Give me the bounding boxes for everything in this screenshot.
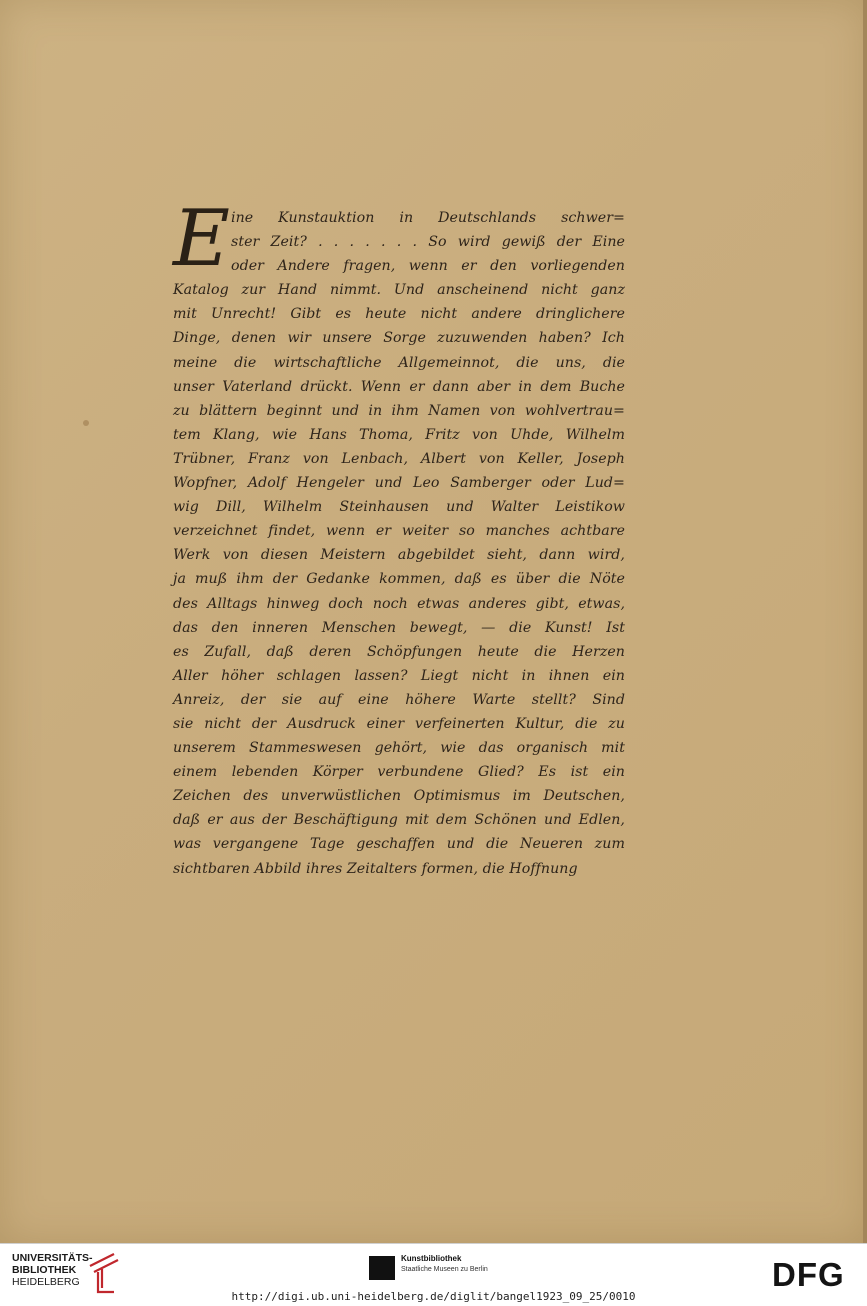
text-line: wig Dill, Wilhelm Steinhausen und Walter Leistikow [173, 499, 625, 516]
text-line: ine Kunstauktion in Deutschlands schwer= [231, 210, 625, 226]
text-line: Zeichen des unverwüstlichen Optimismus im Deutschen, [173, 788, 625, 805]
text-line: Dinge, denen wir unsere Sorge zuzuwenden haben? Ich [173, 330, 625, 347]
ub-logo-line-1: UNIVERSITÄTS- [12, 1252, 93, 1264]
ub-logo-line-3: HEIDELBERG [12, 1276, 80, 1288]
kunstbibliothek-title: Kunstbibliothek [401, 1254, 462, 1263]
text-line: zu blättern beginnt und in ihm Namen von wohlvertrau= [173, 402, 625, 419]
text-line: ja muß ihm der Gedanke kommen, daß es über die Nöte [173, 571, 625, 588]
text-line: Wopfner, Adolf Hengeler und Leo Samberger oder Lud= [173, 475, 625, 492]
text-line: ster Zeit? . . . . . . . So wird gewiß der Eine [231, 234, 625, 251]
text-line: Katalog zur Hand nimmt. Und anscheinend nicht ganz [173, 282, 625, 299]
text-line: sie nicht der Ausdruck einer verfeinerten Kultur, die zu [173, 715, 625, 732]
text-line: es Zufall, daß deren Schöpfungen heute die Herzen [173, 643, 625, 660]
text-line: was vergangene Tage geschaffen und die Neueren zum [173, 836, 625, 853]
text-line: des Alltags hinweg doch noch etwas anderes gibt, etwas, [173, 595, 625, 612]
permalink-url[interactable]: http://digi.ub.uni-heidelberg.de/diglit/bangel1923_09_25/0010 [231, 1290, 636, 1303]
text-line: sichtbaren Abbild ihres Zeitalters formen, die Hoffnung [173, 860, 578, 877]
text-line: unser Vaterland drückt. Wenn er dann aber in dem Buche [173, 378, 625, 395]
page-edge [863, 0, 867, 1243]
text-line: verzeichnet findet, wenn er weiter so manches achtbare [173, 523, 625, 540]
text-line: meine die wirtschaftliche Allgemeinnot, die uns, die [173, 354, 625, 371]
ub-logo-line-2: BIBLIOTHEK [12, 1264, 77, 1276]
body-text [173, 194, 625, 881]
text-line: Werk von diesen Meistern abgebildet sieht, dann wird, [173, 547, 625, 564]
ub-heidelberg-logo[interactable] [12, 1252, 93, 1288]
text-line: das den inneren Menschen bewegt, — die Kunst! Ist [173, 619, 625, 636]
paper-stain [83, 420, 89, 426]
text-line: Trübner, Franz von Lenbach, Albert von Keller, Joseph [173, 450, 625, 467]
text-line: Anreiz, der sie auf eine höhere Warte stellt? Sind [173, 691, 625, 708]
text-line: mit Unrecht! Gibt es heute nicht andere dringlichere [173, 306, 625, 323]
text-line: daß er aus der Beschäftigung mit dem Schönen und Edlen, [173, 812, 625, 829]
kunstbibliothek-subtitle: Staatliche Museen zu Berlin [401, 1266, 488, 1273]
kunstbibliothek-mark-icon [369, 1256, 395, 1280]
drop-cap: E [173, 194, 230, 284]
dfg-logo[interactable]: DFG [772, 1256, 845, 1293]
text-line: tem Klang, wie Hans Thoma, Fritz von Uhde, Wilhelm [173, 426, 625, 443]
text-line: unserem Stammeswesen gehört, wie das organisch mit [173, 740, 625, 757]
text-line: Aller höher schlagen lassen? Liegt nicht in ihnen ein [173, 667, 625, 684]
text-line: einem lebenden Körper verbundene Glied? Es ist ein [173, 764, 625, 781]
text-line: oder Andere fragen, wenn er den vorliegenden [231, 258, 625, 275]
